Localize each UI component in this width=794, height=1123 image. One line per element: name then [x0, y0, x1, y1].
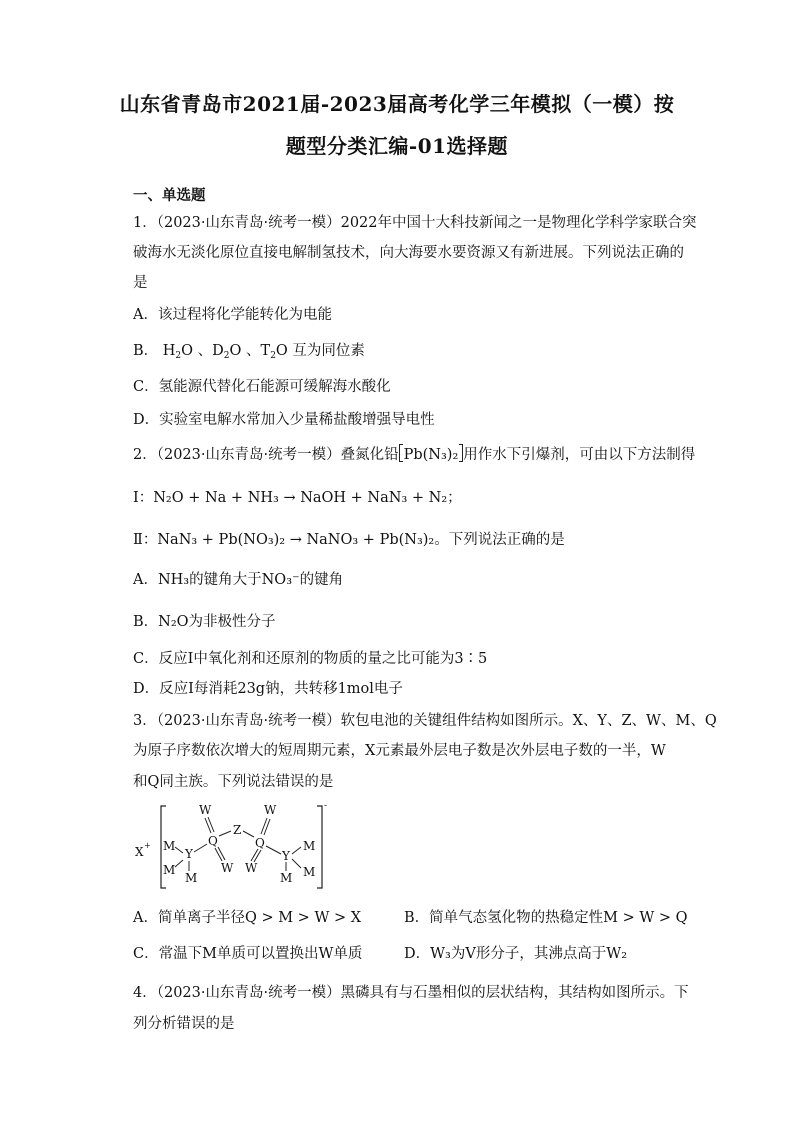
struct-z: Z — [233, 823, 242, 837]
struct-q-right: Q — [255, 836, 265, 850]
q3-option-d: D．W₃为V形分子，其沸点高于W₂ — [404, 946, 628, 962]
left-bracket — [399, 444, 403, 462]
q2-option-c: C．反应Ⅰ中氧化剂和还原剂的物质的量之比可能为3∶5 — [133, 651, 488, 667]
q3-option-a: A．简单离子半径Q > M > W > X — [133, 910, 362, 926]
struct-q-left: Q — [208, 834, 218, 848]
q1-option-a: A．该过程将化学能转化为电能 — [133, 307, 332, 323]
struct-plus: + — [144, 841, 151, 850]
bond — [243, 831, 254, 837]
struct-w-2: W — [221, 861, 234, 875]
q2-equation-1 — [133, 488, 462, 508]
section-heading: 一、单选题 — [133, 187, 206, 204]
document-title-line1: 山东省青岛市2021届-2023届高考化学三年模拟（一模）按 — [119, 92, 675, 116]
q1-stem-line2: 破海水无淡化原位直接电解制氢技术，向大海要水要资源又有新进展。下列说法正确的 — [133, 245, 684, 261]
double-bond — [254, 850, 261, 862]
q3-stem-line2: 为原子序数依次增大的短周期元素，X元素最外层电子数是次外层电子数的一半，W — [133, 743, 666, 759]
q3-structure-diagram — [133, 800, 333, 895]
q2-eq1-text: N₂O + Na + NH₃ → NaOH + NaN₃ + N₂； — [153, 490, 462, 506]
document-title-line2: 题型分类汇编-01选择题 — [285, 134, 509, 158]
struct-m-2: M — [163, 863, 176, 877]
double-bond — [205, 818, 211, 833]
struct-y-left: Y — [185, 847, 193, 861]
q1-option-b — [133, 341, 365, 366]
bond — [175, 860, 183, 867]
bond — [292, 847, 301, 854]
struct-m-1: M — [163, 839, 176, 853]
q2-equation-2 — [133, 530, 565, 550]
struct-right-bracket — [317, 806, 322, 888]
q2-option-b: B．N₂O为非极性分子 — [133, 614, 276, 630]
q1-stem-line3: 是 — [133, 275, 148, 291]
struct-m-3: M — [185, 871, 198, 885]
q3-stem-line1: 3．（2023·山东青岛·统考一模）软包电池的关键组件结构如图所示。X、Y、Z、W、M、Q — [133, 713, 717, 729]
q4-stem-line1: 4．（2023·山东青岛·统考一模）黑磷具有与石墨相似的层状结构，其结构如图所示。下 — [133, 985, 689, 1001]
q2-eq2-text: NaN₃ + Pb(NO₃)₂ → NaNO₃ + Pb(N₃)₂。下列说法正确的是 — [157, 532, 565, 548]
struct-minus: - — [324, 801, 328, 811]
double-bond — [261, 818, 267, 834]
q2-stem-prefix: 2．（2023·山东青岛·统考一模）叠氮化铅 — [133, 447, 399, 463]
q2-stem — [133, 444, 695, 465]
q1-option-b-formulas: $H_2O$ 、$D_2O$ 、$T_2O$ — [162, 343, 293, 361]
double-bond — [215, 848, 222, 861]
q1-option-d: D．实验室电解水常加入少量稀盐酸增强导电性 — [133, 412, 435, 428]
q3-option-b: B．简单气态氢化物的热稳定性M > W > Q — [404, 910, 688, 926]
q2-stem-formula: Pb(N₃)₂ — [403, 447, 459, 463]
struct-w-3: W — [264, 803, 277, 817]
double-bond — [251, 849, 258, 861]
q1-option-b-suffix: 互为同位素 — [292, 343, 365, 359]
struct-y-right: Y — [282, 849, 290, 863]
q3-stem-line3: 和Q同主族。下列说法错误的是 — [133, 774, 334, 790]
struct-w-1: W — [199, 803, 212, 817]
q1-option-b-prefix: B． — [133, 343, 159, 359]
struct-x: X — [135, 845, 144, 859]
q3-option-c: C．常温下M单质可以置换出W单质 — [133, 946, 363, 962]
struct-w-4: W — [245, 861, 258, 875]
struct-m-6: M — [280, 871, 293, 885]
q2-eq2-label: Ⅱ： — [133, 532, 158, 548]
q4-stem-line2: 列分析错误的是 — [133, 1016, 235, 1032]
q2-eq1-label: Ⅰ： — [133, 490, 154, 506]
q2-stem-suffix: 用作水下引爆剂，可由以下方法制得 — [463, 447, 696, 463]
double-bond — [264, 819, 270, 835]
q2-option-a: A．NH₃的键角大于NO₃⁻的键角 — [133, 572, 344, 588]
bond — [219, 831, 231, 836]
double-bond — [208, 817, 214, 832]
q1-stem-line1: 1．（2023·山东青岛·统考一模）2022年中国十大科技新闻之一是物理化学科学家联合突 — [133, 215, 697, 231]
bond — [266, 846, 281, 854]
struct-m-4: M — [303, 839, 316, 853]
bond — [175, 847, 183, 853]
q2-option-d: D．反应Ⅰ每消耗23g钠，共转移1mol电子 — [133, 681, 403, 697]
bond — [292, 859, 301, 868]
bond — [194, 844, 207, 852]
struct-m-5: M — [303, 865, 316, 879]
double-bond — [218, 847, 225, 860]
q1-option-c: C．氢能源代替化石能源可缓解海水酸化 — [133, 379, 391, 395]
